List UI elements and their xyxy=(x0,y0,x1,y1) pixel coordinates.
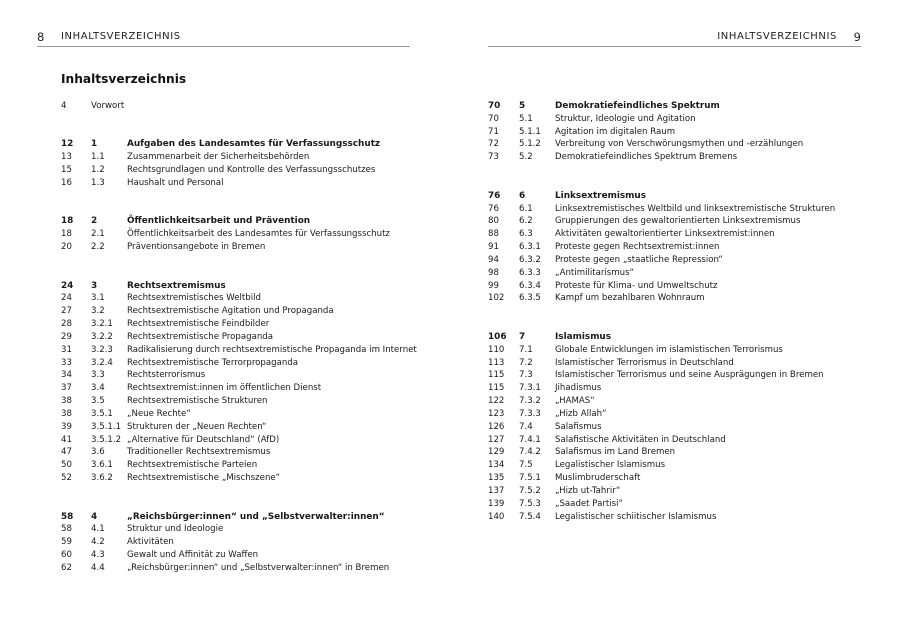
toc-page: 140 xyxy=(488,511,505,522)
toc-title-text: Vorwort xyxy=(91,101,125,111)
toc-entry[interactable] xyxy=(488,241,868,254)
toc-title-text: „HAMAS“ xyxy=(555,396,595,407)
toc-page: 50 xyxy=(61,460,72,471)
toc-page: 34 xyxy=(61,370,72,381)
toc-entry[interactable] xyxy=(61,549,421,562)
toc-page: 102 xyxy=(488,293,505,304)
toc-number: 7.3.2 xyxy=(519,396,541,407)
toc-entry[interactable] xyxy=(488,203,868,216)
toc-page: 129 xyxy=(488,447,505,458)
toc-title-text: Struktur und Ideologie xyxy=(127,524,224,535)
toc-entry[interactable] xyxy=(61,472,421,485)
toc-title-text: Rechtsgrundlagen und Kontrolle des Verfassungsschutzes xyxy=(127,165,376,176)
toc-title-text: Proteste gegen Rechtsextremist:innen xyxy=(555,242,720,253)
toc-title-text: Rechtsextremistische Agitation und Propaganda xyxy=(127,306,334,317)
toc-page: 4 xyxy=(61,101,67,111)
toc-spacer xyxy=(488,305,868,331)
toc-page: 99 xyxy=(488,280,499,291)
toc-number: 3.2.1 xyxy=(91,319,113,330)
toc-title-text: „Reichsbürger:innen“ und „Selbstverwalter:innen“ xyxy=(127,511,385,522)
toc-page: 88 xyxy=(488,229,499,240)
toc-entry[interactable] xyxy=(488,511,868,524)
running-head-title: INHALTSVERZEICHNIS xyxy=(717,31,837,42)
page-number: 8 xyxy=(37,30,45,44)
toc-entry[interactable] xyxy=(61,562,421,575)
toc-entry[interactable] xyxy=(488,446,868,459)
toc-entry[interactable] xyxy=(488,395,868,408)
toc-number: 3.1 xyxy=(91,293,105,304)
toc-number: 3.2 xyxy=(91,306,105,317)
toc-title-text: Kampf um bezahlbaren Wohnraum xyxy=(555,293,705,304)
toc-entry[interactable] xyxy=(488,215,868,228)
toc-title-text: Rechtsextremismus xyxy=(127,280,226,291)
running-header xyxy=(488,30,861,44)
toc-page: 71 xyxy=(488,126,499,137)
toc-title-text: „Reichsbürger:innen“ und „Selbstverwalter:innen“ in Bremen xyxy=(127,562,390,573)
toc-number: 7.3.1 xyxy=(519,383,541,394)
toc-page: 115 xyxy=(488,370,505,381)
toc-entry[interactable] xyxy=(488,434,868,447)
toc-number: 1.3 xyxy=(91,177,105,188)
running-header xyxy=(37,30,410,44)
toc-list xyxy=(61,100,421,575)
toc-title-text: Verbreitung von Verschwörungsmythen und -erzählungen xyxy=(555,139,804,150)
toc-entry[interactable] xyxy=(488,280,868,293)
toc-number: 3.5.1 xyxy=(91,408,113,419)
toc-title-text: Muslimbruderschaft xyxy=(555,473,641,484)
toc-entry[interactable] xyxy=(61,459,421,472)
toc-title-text: Struktur, Ideologie und Agitation xyxy=(555,113,696,124)
toc-title-text: Strukturen der „Neuen Rechten“ xyxy=(127,421,267,432)
toc-page: 80 xyxy=(488,216,499,227)
toc-page: 113 xyxy=(488,357,505,368)
toc-page: 18 xyxy=(61,229,72,240)
toc-title-text: Rechtsextremistische Strukturen xyxy=(127,396,268,407)
toc-page: 110 xyxy=(488,344,505,355)
toc-number: 7.4 xyxy=(519,421,533,432)
toc-number: 3.5 xyxy=(91,396,105,407)
toc-page: 28 xyxy=(61,319,72,330)
toc-entry[interactable] xyxy=(488,254,868,267)
toc-page: 98 xyxy=(488,267,499,278)
toc-page: 91 xyxy=(488,242,499,253)
toc-number: 3.2.4 xyxy=(91,357,113,368)
toc-entry[interactable] xyxy=(488,113,868,126)
toc-number: 4.3 xyxy=(91,549,105,560)
toc-number: 4.2 xyxy=(91,537,105,548)
toc-title-text: Rechtsextremist:innen im öffentlichen Dienst xyxy=(127,383,322,394)
toc-title-text: Haushalt und Personal xyxy=(127,177,224,188)
toc-entry[interactable] xyxy=(61,177,421,190)
toc-entry[interactable] xyxy=(61,434,421,447)
header-rule xyxy=(488,46,861,47)
toc-entry[interactable] xyxy=(488,472,868,485)
toc-page: 123 xyxy=(488,408,505,419)
toc-number: 2 xyxy=(91,216,98,227)
toc-title-text: Traditioneller Rechtsextremismus xyxy=(127,447,271,458)
toc-page: 18 xyxy=(61,216,74,227)
toc-entry[interactable] xyxy=(61,421,421,434)
toc-entry[interactable] xyxy=(61,382,421,395)
toc-page: 24 xyxy=(61,293,72,304)
toc-entry[interactable] xyxy=(488,344,868,357)
toc-chapter[interactable] xyxy=(61,511,421,524)
toc-number: 7.5.1 xyxy=(519,473,541,484)
toc-title-text: Legalistischer schiitischer Islamismus xyxy=(555,511,717,522)
toc-page: 37 xyxy=(61,383,72,394)
toc-page: 115 xyxy=(488,383,505,394)
toc-page: 137 xyxy=(488,485,505,496)
toc-title-text: Rechtsextremistische Feindbilder xyxy=(127,319,270,330)
toc-page: 39 xyxy=(61,421,72,432)
toc-entry[interactable] xyxy=(61,536,421,549)
toc-number: 4 xyxy=(91,511,98,522)
toc-number: 6.3.4 xyxy=(519,280,541,291)
toc-title-text: Legalistischer Islamismus xyxy=(555,460,666,471)
toc-title-text: „Alternative für Deutschland“ (AfD) xyxy=(127,434,280,445)
toc-title-text: Salafistische Aktivitäten in Deutschland xyxy=(555,434,726,445)
toc-page: 38 xyxy=(61,408,72,419)
toc-page: 52 xyxy=(61,473,72,484)
toc-number: 7.5 xyxy=(519,460,533,471)
toc-number: 7 xyxy=(519,331,526,342)
toc-title-text: „Neue Rechte“ xyxy=(127,408,191,419)
toc-entry[interactable] xyxy=(61,357,421,370)
toc-title-text: Demokratiefeindliches Spektrum xyxy=(555,101,720,111)
toc-page: 31 xyxy=(61,344,72,355)
toc-title-text: Globale Entwicklungen im islamistischen Terrorismus xyxy=(555,344,783,355)
toc-page: 24 xyxy=(61,280,74,291)
toc-page: 29 xyxy=(61,331,72,342)
toc-page: 33 xyxy=(61,357,72,368)
toc-page: 13 xyxy=(61,152,72,163)
toc-title-text: Demokratiefeindliches Spektrum Bremens xyxy=(555,152,738,163)
toc-title-text: Aktivitäten gewaltorientierter Linksextremist:innen xyxy=(555,229,775,240)
toc-page: 16 xyxy=(61,177,72,188)
toc-title-text: Islamistischer Terrorismus und seine Ausprägungen in Bremen xyxy=(555,370,824,381)
toc-page: 47 xyxy=(61,447,72,458)
toc-entry[interactable] xyxy=(61,292,421,305)
toc-number: 2.2 xyxy=(91,242,105,253)
toc-number: 7.3.3 xyxy=(519,408,541,419)
toc-entry[interactable] xyxy=(61,395,421,408)
toc-title: Inhaltsverzeichnis xyxy=(61,72,187,86)
toc-number: 6.3.1 xyxy=(519,242,541,253)
toc-page: 70 xyxy=(488,101,501,111)
toc-title-text: Islamistischer Terrorismus in Deutschland xyxy=(555,357,734,368)
toc-title-text: Proteste gegen „staatliche Repression“ xyxy=(555,254,723,265)
toc-number: 7.4.1 xyxy=(519,434,541,445)
toc-page: 38 xyxy=(61,396,72,407)
toc-number: 5.2 xyxy=(519,152,533,163)
toc-entry[interactable] xyxy=(488,228,868,241)
running-head-title: INHALTSVERZEICHNIS xyxy=(61,31,181,42)
toc-page: 126 xyxy=(488,421,505,432)
toc-title-text: Salafismus im Land Bremen xyxy=(555,447,676,458)
toc-title-text: „Hizb Allah“ xyxy=(555,408,607,419)
toc-page: 58 xyxy=(61,524,72,535)
toc-number: 1.2 xyxy=(91,165,105,176)
toc-entry[interactable] xyxy=(488,459,868,472)
toc-chapter[interactable] xyxy=(61,215,421,228)
toc-title-text: Rechtsextremistisches Weltbild xyxy=(127,293,261,304)
toc-spacer xyxy=(61,113,421,139)
toc-number: 7.5.2 xyxy=(519,485,541,496)
toc-title-text: Jihadismus xyxy=(555,383,602,394)
toc-page: 134 xyxy=(488,460,505,471)
toc-entry[interactable] xyxy=(61,408,421,421)
toc-entry[interactable] xyxy=(488,138,868,151)
toc-title-text: Salafismus xyxy=(555,421,602,432)
toc-number: 6.3 xyxy=(519,229,533,240)
toc-chapter[interactable] xyxy=(61,138,421,151)
toc-title-text: Islamismus xyxy=(555,331,612,342)
toc-spacer xyxy=(61,190,421,216)
toc-number: 4.1 xyxy=(91,524,105,535)
toc-title-text: Gewalt und Affinität zu Waffen xyxy=(127,549,259,560)
toc-page: 70 xyxy=(488,113,499,124)
toc-page: 41 xyxy=(61,434,72,445)
toc-title-text: Rechtsextremistische Terrorpropaganda xyxy=(127,357,299,368)
toc-page: 73 xyxy=(488,152,499,163)
toc-number: 5 xyxy=(519,101,526,111)
toc-spacer xyxy=(488,164,868,190)
toc-number: 1.1 xyxy=(91,152,105,163)
toc-page: 122 xyxy=(488,396,505,407)
toc-entry[interactable] xyxy=(61,331,421,344)
toc-number: 1 xyxy=(91,139,98,150)
toc-number: 6.3.5 xyxy=(519,293,541,304)
toc-entry[interactable] xyxy=(61,241,421,254)
toc-entry[interactable] xyxy=(488,126,868,139)
toc-chapter[interactable] xyxy=(488,100,868,113)
toc-page: 127 xyxy=(488,434,505,445)
toc-page: 58 xyxy=(61,511,74,522)
toc-title-text: Gruppierungen des gewaltorientierten Linksextremismus xyxy=(555,216,801,227)
toc-number: 6 xyxy=(519,190,526,201)
toc-number: 7.2 xyxy=(519,357,533,368)
toc-entry[interactable] xyxy=(488,382,868,395)
toc-title-text: „Saadet Partisi“ xyxy=(555,498,623,509)
toc-number: 3.5.1.2 xyxy=(91,434,122,445)
toc-page: 15 xyxy=(61,165,72,176)
toc-title-text: „Antimilitarismus“ xyxy=(555,267,635,278)
toc-entry[interactable] xyxy=(488,421,868,434)
toc-entry[interactable] xyxy=(61,228,421,241)
toc-entry[interactable] xyxy=(61,344,421,357)
toc-page: 59 xyxy=(61,537,72,548)
toc-page: 106 xyxy=(488,331,507,342)
toc-title-text: Agitation im digitalen Raum xyxy=(555,126,676,137)
toc-title-text: Linksextremismus xyxy=(555,190,647,201)
toc-title-text: Zusammenarbeit der Sicherheitsbehörden xyxy=(127,152,310,163)
toc-list xyxy=(488,100,868,523)
toc-number: 3.2.2 xyxy=(91,331,113,342)
toc-number: 7.5.3 xyxy=(519,498,541,509)
toc-entry[interactable] xyxy=(61,523,421,536)
toc-page: 12 xyxy=(61,139,74,150)
toc-entry[interactable] xyxy=(61,151,421,164)
toc-title-text: Öffentlichkeitsarbeit des Landesamtes für Verfassungsschutz xyxy=(127,229,390,240)
toc-page: 20 xyxy=(61,242,72,253)
toc-chapter[interactable] xyxy=(488,331,868,344)
toc-entry-preface[interactable] xyxy=(61,100,421,113)
toc-number: 3.6 xyxy=(91,447,105,458)
toc-number: 3.6.2 xyxy=(91,473,113,484)
toc-number: 3.4 xyxy=(91,383,105,394)
toc-title-text: Rechtsextremistische Propaganda xyxy=(127,331,274,342)
toc-number: 7.4.2 xyxy=(519,447,541,458)
toc-number: 3.5.1.1 xyxy=(91,421,122,432)
toc-chapter[interactable] xyxy=(61,280,421,293)
toc-number: 5.1 xyxy=(519,113,533,124)
toc-number: 5.1.1 xyxy=(519,126,541,137)
toc-entry[interactable] xyxy=(488,369,868,382)
toc-number: 4.4 xyxy=(91,562,105,573)
toc-page: 76 xyxy=(488,203,499,214)
toc-entry[interactable] xyxy=(488,408,868,421)
toc-number: 3.2.3 xyxy=(91,344,113,355)
toc-entry[interactable] xyxy=(61,318,421,331)
page-number: 9 xyxy=(853,30,861,44)
toc-entry[interactable] xyxy=(488,151,868,164)
toc-title-text: Rechtsterrorismus xyxy=(127,370,206,381)
toc-title-text: Öffentlichkeitsarbeit und Prävention xyxy=(127,216,311,227)
toc-title-text: Rechtsextremistische „Mischszene“ xyxy=(127,473,281,484)
toc-number: 6.3.3 xyxy=(519,267,541,278)
toc-title-text: Aktivitäten xyxy=(127,537,174,548)
toc-entry[interactable] xyxy=(488,292,868,305)
toc-entry[interactable] xyxy=(61,369,421,382)
toc-title-text: Radikalisierung durch rechtsextremistische Propaganda im Internet xyxy=(127,344,417,355)
toc-page: 62 xyxy=(61,562,72,573)
toc-number: 3.3 xyxy=(91,370,105,381)
toc-page: 139 xyxy=(488,498,505,509)
toc-entry[interactable] xyxy=(61,305,421,318)
toc-number: 7.1 xyxy=(519,344,533,355)
toc-number: 6.2 xyxy=(519,216,533,227)
right-page xyxy=(450,0,900,638)
header-rule xyxy=(37,46,410,47)
toc-entry[interactable] xyxy=(488,498,868,511)
toc-number: 3 xyxy=(91,280,98,291)
toc-chapter[interactable] xyxy=(488,190,868,203)
toc-title-text: Rechtsextremistische Parteien xyxy=(127,460,258,471)
toc-entry[interactable] xyxy=(488,267,868,280)
toc-number: 5.1.2 xyxy=(519,139,541,150)
toc-page: 76 xyxy=(488,190,501,201)
toc-title-text: Proteste für Klima- und Umweltschutz xyxy=(555,280,718,291)
toc-page: 27 xyxy=(61,306,72,317)
toc-page: 135 xyxy=(488,473,505,484)
toc-title-text: Präventionsangebote in Bremen xyxy=(127,242,266,253)
toc-entry[interactable] xyxy=(61,164,421,177)
toc-title-text: „Hizb ut-Tahrir“ xyxy=(555,485,621,496)
toc-entry[interactable] xyxy=(488,357,868,370)
toc-entry[interactable] xyxy=(61,446,421,459)
toc-number: 6.1 xyxy=(519,203,533,214)
toc-spacer xyxy=(61,254,421,280)
toc-number: 7.3 xyxy=(519,370,533,381)
toc-number: 2.1 xyxy=(91,229,105,240)
toc-spacer xyxy=(61,485,421,511)
toc-page: 94 xyxy=(488,254,499,265)
toc-title-text: Aufgaben des Landesamtes für Verfassungsschutz xyxy=(127,139,381,150)
toc-page: 60 xyxy=(61,549,72,560)
toc-number: 7.5.4 xyxy=(519,511,541,522)
toc-page: 72 xyxy=(488,139,499,150)
toc-number: 6.3.2 xyxy=(519,254,541,265)
toc-title-text: Linksextremistisches Weltbild und linksextremistische Strukturen xyxy=(555,203,836,214)
toc-entry[interactable] xyxy=(488,485,868,498)
toc-number: 3.6.1 xyxy=(91,460,113,471)
